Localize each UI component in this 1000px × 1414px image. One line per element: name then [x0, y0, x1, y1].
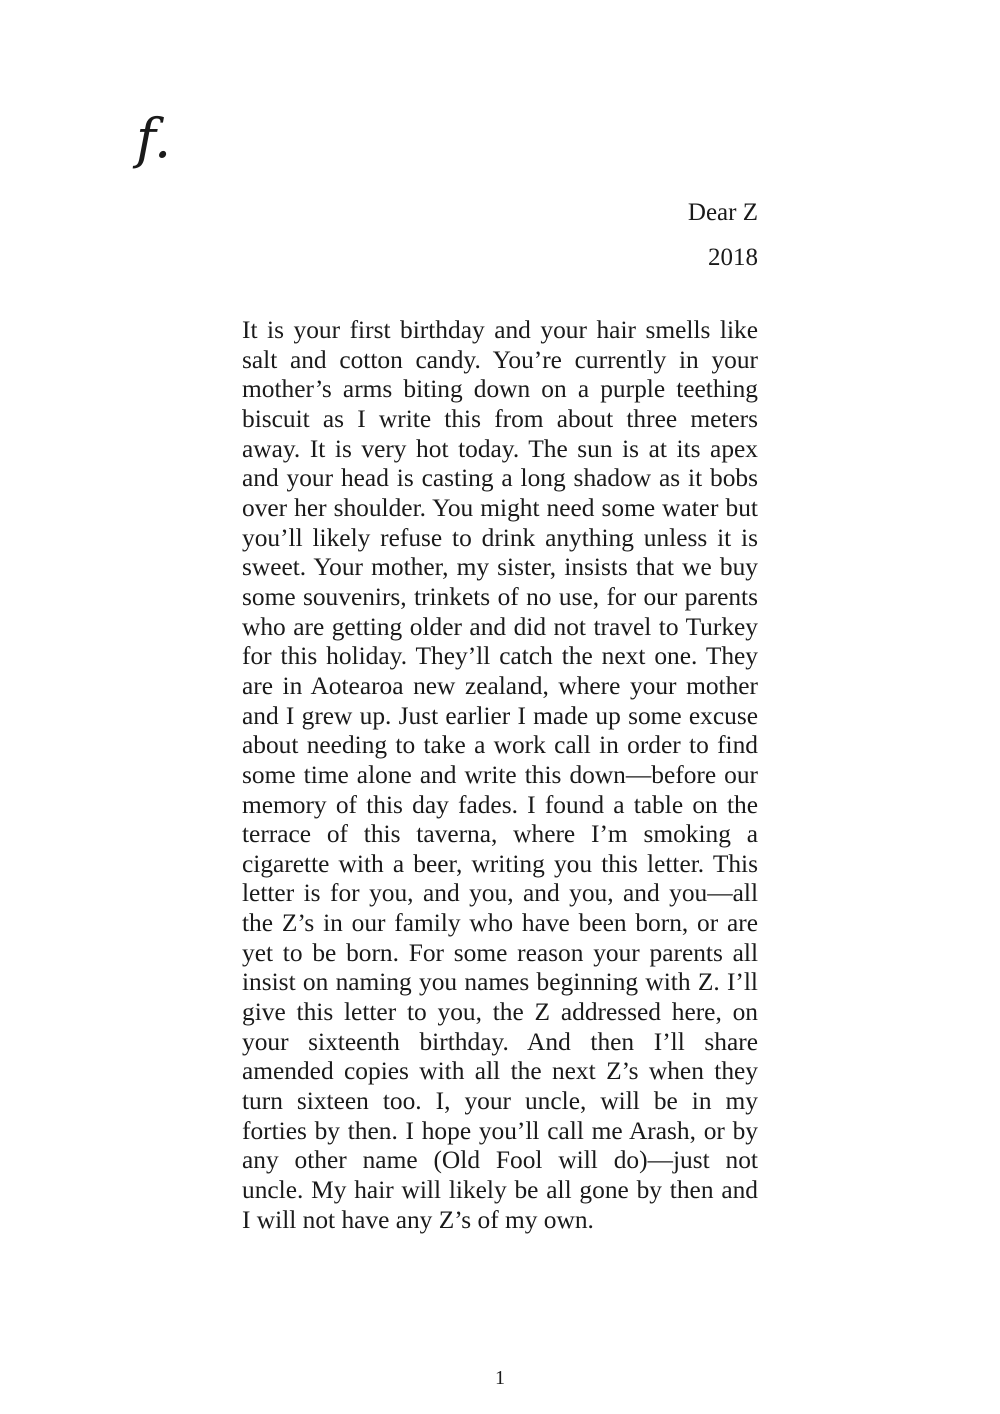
page-number: 1: [495, 1367, 505, 1389]
publisher-logo: f.: [136, 107, 172, 170]
letter-year: 2018: [708, 244, 758, 271]
salutation: Dear Z: [687, 199, 758, 226]
letter-body: It is your first birthday and your hair smells like salt and cotton candy. You’re currently in your mother’s arms biting down on a purple teething biscuit as I write this from about three meters away. It is very hot today. The sun is at its apex and your head is casting a long shadow as it bobs over her shoulder. You might need some water but you’ll likely refuse to drink anything unless it is sweet. Your mother, my sister, insists that we buy some souvenirs, trinkets of no use, for our parents who are getting older and did not travel to Turkey for this holiday. They’ll catch the next one. They are in Aotearoa new zealand, where your mother and I grew up. Just earlier I made up some excuse about needing to take a work call in order to find some time alone and write this down—before our memory of this day fades. I found a table on the terrace of this taverna, where I’m smoking a cigarette with a beer, writing you this letter. This letter is for you, and you, and you, and you—all the Z’s in our family who have been born, or are yet to be born. For some reason your parents all insist on naming you names beginning with Z. I’ll give this letter to you, the Z addressed here, on your sixteenth birthday. And then I’ll share amended copies with all the next Z’s when they turn sixteen too. I, your uncle, will be in my forties by then. I hope you’ll call me Arash, or by any other name (Old Fool will do)—just not uncle. My hair will likely be all gone by then and I will not have any Z’s of my own.: [242, 316, 758, 1234]
